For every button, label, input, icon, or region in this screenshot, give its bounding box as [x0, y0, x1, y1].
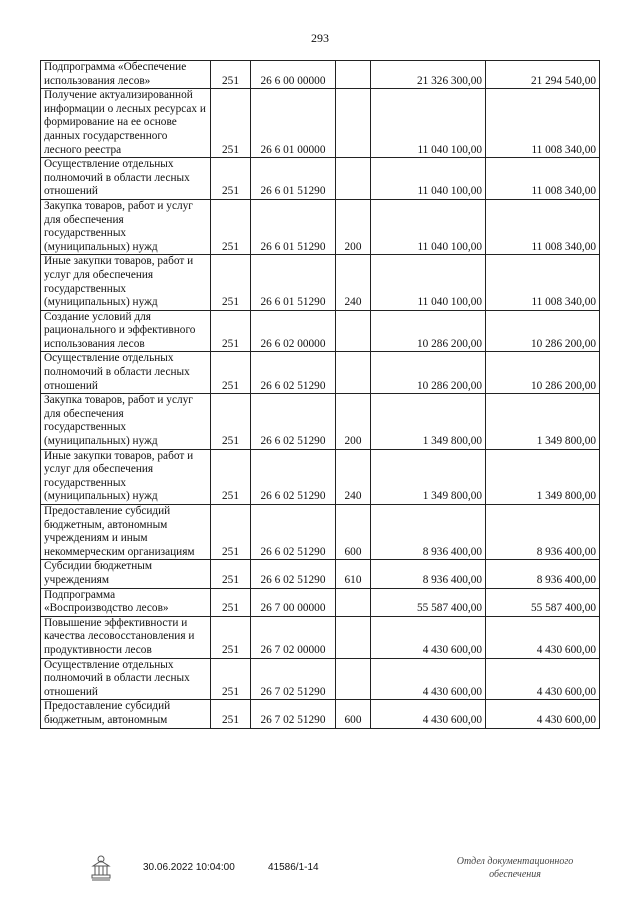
row-amount-2-cell: 11 008 340,00	[486, 255, 600, 310]
row-vr-cell: 610	[336, 560, 371, 588]
row-code-cell: 251	[211, 700, 251, 728]
table-row	[41, 616, 600, 658]
row-vr-cell: 240	[336, 449, 371, 504]
row-amount-2-cell: 1 349 800,00	[486, 449, 600, 504]
row-csr-cell: 26 6 01 51290	[251, 199, 336, 254]
row-name-cell: Подпрограмма «Воспроизводство лесов»	[41, 588, 211, 616]
row-code-cell: 251	[211, 449, 251, 504]
row-name-cell: Субсидии бюджетным учреждениям	[41, 560, 211, 588]
table-row	[41, 394, 600, 449]
row-code-cell: 251	[211, 352, 251, 394]
department-stamp	[440, 855, 590, 881]
row-csr-cell: 26 6 02 51290	[251, 352, 336, 394]
stamp-document-number: 41586/1-14	[268, 862, 319, 873]
department-line-1: Отдел документационного	[456, 856, 574, 867]
row-code-cell: 251	[211, 158, 251, 200]
row-amount-1-cell: 21 326 300,00	[371, 61, 486, 89]
table-row	[41, 700, 600, 728]
row-csr-cell: 26 6 02 51290	[251, 560, 336, 588]
table-body	[41, 61, 600, 729]
row-code-cell: 251	[211, 61, 251, 89]
row-code-cell: 251	[211, 588, 251, 616]
row-amount-2-cell: 55 587 400,00	[486, 588, 600, 616]
row-vr-cell	[336, 89, 371, 158]
row-vr-cell: 600	[336, 700, 371, 728]
table-row	[41, 658, 600, 700]
row-name-cell: Осуществление отдельных полномочий в области лесных отношений	[41, 158, 211, 200]
table-row	[41, 505, 600, 560]
row-amount-2-cell: 4 430 600,00	[486, 658, 600, 700]
row-code-cell: 251	[211, 394, 251, 449]
row-amount-2-cell: 4 430 600,00	[486, 616, 600, 658]
row-name-cell: Закупка товаров, работ и услуг для обеспечения государственных (муниципальных) нужд	[41, 394, 211, 449]
row-code-cell: 251	[211, 616, 251, 658]
row-amount-1-cell: 8 936 400,00	[371, 505, 486, 560]
row-amount-1-cell: 4 430 600,00	[371, 700, 486, 728]
row-amount-2-cell: 11 008 340,00	[486, 158, 600, 200]
row-name-cell: Осуществление отдельных полномочий в области лесных отношений	[41, 658, 211, 700]
row-csr-cell: 26 6 02 51290	[251, 394, 336, 449]
row-csr-cell: 26 6 01 51290	[251, 158, 336, 200]
row-code-cell: 251	[211, 658, 251, 700]
table-row	[41, 158, 600, 200]
row-csr-cell: 26 7 02 51290	[251, 700, 336, 728]
row-name-cell: Подпрограмма «Обеспечение использования лесов»	[41, 61, 211, 89]
stamp-date: 30.06.2022 10:04:00	[143, 862, 235, 873]
row-csr-cell: 26 6 00 00000	[251, 61, 336, 89]
row-vr-cell	[336, 61, 371, 89]
row-vr-cell	[336, 658, 371, 700]
row-vr-cell	[336, 616, 371, 658]
row-amount-2-cell: 1 349 800,00	[486, 394, 600, 449]
table-row	[41, 449, 600, 504]
row-csr-cell: 26 6 02 51290	[251, 505, 336, 560]
row-code-cell: 251	[211, 255, 251, 310]
budget-table	[40, 60, 600, 729]
department-line-2: обеспечения	[489, 869, 541, 880]
row-amount-1-cell: 11 040 100,00	[371, 89, 486, 158]
row-csr-cell: 26 7 02 51290	[251, 658, 336, 700]
row-amount-1-cell: 10 286 200,00	[371, 352, 486, 394]
row-name-cell: Получение актуализированной информации о лесных ресурсах и формирование на ее основе данных государственного лесного реестра	[41, 89, 211, 158]
row-amount-1-cell: 55 587 400,00	[371, 588, 486, 616]
row-name-cell: Создание условий для рационального и эффективного использования лесов	[41, 310, 211, 352]
row-amount-1-cell: 11 040 100,00	[371, 158, 486, 200]
row-amount-1-cell: 11 040 100,00	[371, 199, 486, 254]
row-amount-1-cell: 8 936 400,00	[371, 560, 486, 588]
row-vr-cell: 200	[336, 394, 371, 449]
row-vr-cell	[336, 158, 371, 200]
row-csr-cell: 26 7 00 00000	[251, 588, 336, 616]
row-vr-cell: 240	[336, 255, 371, 310]
table-row	[41, 352, 600, 394]
footer	[0, 852, 640, 892]
row-amount-2-cell: 4 430 600,00	[486, 700, 600, 728]
duma-building-icon	[90, 854, 112, 882]
row-name-cell: Осуществление отдельных полномочий в области лесных отношений	[41, 352, 211, 394]
table-row	[41, 588, 600, 616]
page-number: 293	[311, 31, 329, 45]
row-csr-cell: 26 6 01 51290	[251, 255, 336, 310]
row-amount-2-cell: 10 286 200,00	[486, 310, 600, 352]
row-code-cell: 251	[211, 310, 251, 352]
row-name-cell: Иные закупки товаров, работ и услуг для обеспечения государственных (муниципальных) нужд	[41, 449, 211, 504]
row-name-cell: Иные закупки товаров, работ и услуг для обеспечения государственных (муниципальных) нужд	[41, 255, 211, 310]
row-amount-2-cell: 11 008 340,00	[486, 89, 600, 158]
row-vr-cell	[336, 310, 371, 352]
row-amount-1-cell: 1 349 800,00	[371, 394, 486, 449]
table-row	[41, 560, 600, 588]
row-name-cell: Предоставление субсидий бюджетным, автономным	[41, 700, 211, 728]
row-vr-cell	[336, 588, 371, 616]
row-amount-1-cell: 11 040 100,00	[371, 255, 486, 310]
table-row	[41, 199, 600, 254]
row-amount-2-cell: 11 008 340,00	[486, 199, 600, 254]
row-code-cell: 251	[211, 505, 251, 560]
row-vr-cell: 200	[336, 199, 371, 254]
row-amount-1-cell: 1 349 800,00	[371, 449, 486, 504]
table-row	[41, 89, 600, 158]
row-name-cell: Повышение эффективности и качества лесовосстановления и продуктивности лесов	[41, 616, 211, 658]
row-code-cell: 251	[211, 560, 251, 588]
row-name-cell: Закупка товаров, работ и услуг для обеспечения государственных (муниципальных) нужд	[41, 199, 211, 254]
row-amount-1-cell: 4 430 600,00	[371, 658, 486, 700]
row-vr-cell: 600	[336, 505, 371, 560]
row-amount-2-cell: 21 294 540,00	[486, 61, 600, 89]
table-row	[41, 310, 600, 352]
row-csr-cell: 26 6 01 00000	[251, 89, 336, 158]
row-name-cell: Предоставление субсидий бюджетным, автономным учреждениям и иным некоммерческим организациям	[41, 505, 211, 560]
table-row	[41, 61, 600, 89]
row-vr-cell	[336, 352, 371, 394]
table-row	[41, 255, 600, 310]
row-amount-1-cell: 4 430 600,00	[371, 616, 486, 658]
row-amount-2-cell: 8 936 400,00	[486, 505, 600, 560]
row-csr-cell: 26 6 02 00000	[251, 310, 336, 352]
row-csr-cell: 26 7 02 00000	[251, 616, 336, 658]
row-amount-1-cell: 10 286 200,00	[371, 310, 486, 352]
row-amount-2-cell: 8 936 400,00	[486, 560, 600, 588]
row-amount-2-cell: 10 286 200,00	[486, 352, 600, 394]
row-csr-cell: 26 6 02 51290	[251, 449, 336, 504]
row-code-cell: 251	[211, 89, 251, 158]
row-code-cell: 251	[211, 199, 251, 254]
